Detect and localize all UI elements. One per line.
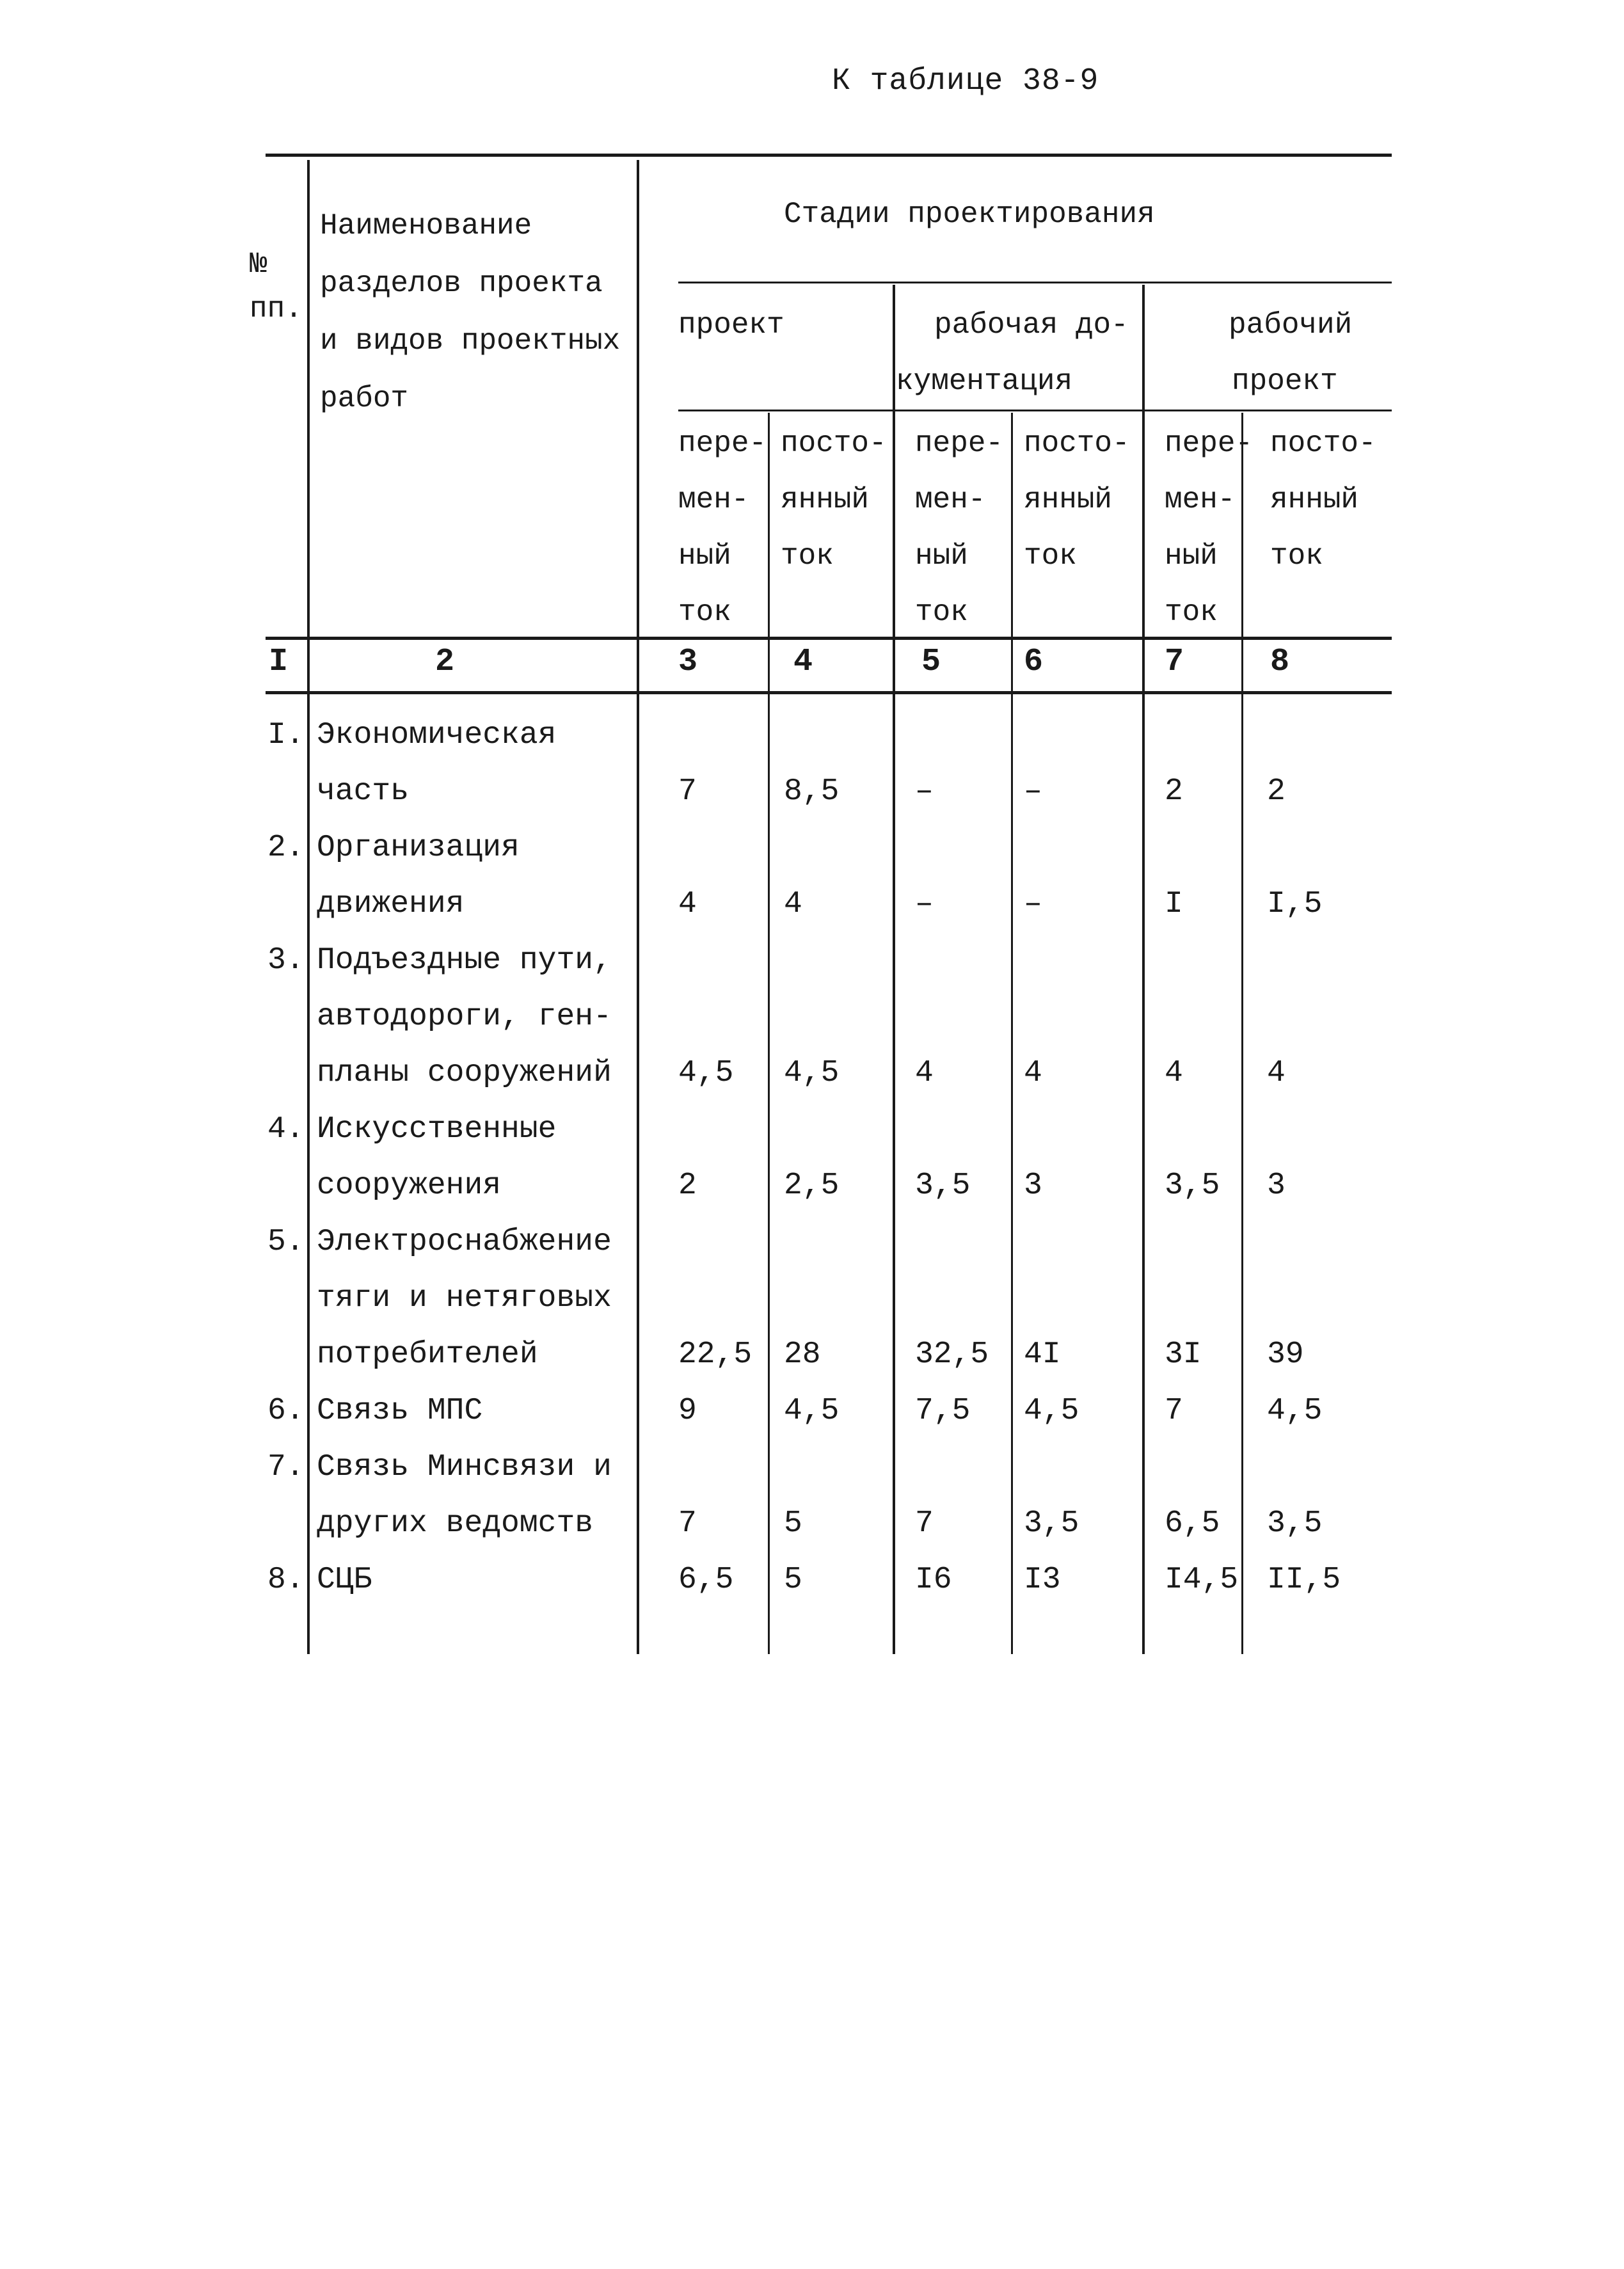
row-value: 2,5 bbox=[784, 1168, 840, 1203]
row-value: 4,5 bbox=[1024, 1394, 1079, 1428]
row-number: 2. bbox=[267, 831, 305, 865]
header-ac-current: ток bbox=[1165, 596, 1218, 629]
row-name: сооружения bbox=[317, 1168, 502, 1203]
row-name: тяги и нетяговых bbox=[317, 1281, 612, 1316]
table-top-rule bbox=[266, 154, 1392, 157]
row-value: 28 bbox=[784, 1337, 821, 1372]
stage-subdivider-rule bbox=[678, 410, 1392, 411]
header-dc-current: посто- bbox=[1270, 427, 1376, 460]
row-name: других ведомств bbox=[317, 1506, 594, 1541]
table-caption: К таблице 38-9 bbox=[832, 64, 1099, 99]
header-stage-label: проект bbox=[678, 308, 784, 342]
rule-after-name-col bbox=[637, 160, 639, 1654]
row-number: 3. bbox=[267, 943, 305, 978]
header-dc-current: ток bbox=[781, 539, 834, 573]
row-name: часть bbox=[317, 774, 410, 809]
row-name: Экономическая bbox=[317, 718, 557, 752]
row-value: I3 bbox=[1024, 1563, 1061, 1597]
header-stage-label: рабочий bbox=[1229, 308, 1353, 342]
row-value: 39 bbox=[1267, 1337, 1304, 1372]
row-value: 3,5 bbox=[1267, 1506, 1323, 1541]
row-value: 7 bbox=[915, 1506, 934, 1541]
row-value: 4 bbox=[1165, 1056, 1183, 1090]
row-name: потребителей bbox=[317, 1337, 538, 1372]
rule-col-5 bbox=[893, 285, 895, 1654]
header-name-label: разделов проекта bbox=[320, 267, 603, 300]
column-number: 7 bbox=[1165, 644, 1184, 680]
row-value: 22,5 bbox=[678, 1337, 752, 1372]
row-value: 7 bbox=[678, 774, 697, 809]
row-name: Связь МПС bbox=[317, 1394, 483, 1428]
row-number: I. bbox=[267, 718, 305, 752]
header-name-label: Наименование bbox=[320, 209, 532, 243]
row-value: 4 bbox=[1024, 1056, 1042, 1090]
row-value: I6 bbox=[915, 1563, 952, 1597]
row-value: 3 bbox=[1267, 1168, 1286, 1203]
header-number-label: пп. bbox=[250, 292, 303, 326]
column-number: 6 bbox=[1024, 644, 1044, 680]
row-value: 4,5 bbox=[784, 1056, 840, 1090]
header-ac-current: пере- bbox=[678, 427, 767, 460]
row-value: 4,5 bbox=[678, 1056, 734, 1090]
header-ac-current: ный bbox=[915, 539, 968, 573]
header-dc-current: янный bbox=[1270, 483, 1359, 516]
header-ac-current: мен- bbox=[915, 483, 986, 516]
header-stage-label: проект bbox=[1232, 365, 1338, 398]
row-name: Искусственные bbox=[317, 1112, 557, 1147]
header-ac-current: мен- bbox=[678, 483, 749, 516]
row-value: 4,5 bbox=[1267, 1394, 1323, 1428]
header-stage-label: рабочая до- bbox=[934, 308, 1129, 342]
header-ac-current: мен- bbox=[1165, 483, 1236, 516]
header-dc-current: посто- bbox=[1024, 427, 1130, 460]
row-value: 8,5 bbox=[784, 774, 840, 809]
row-value: 3 bbox=[1024, 1168, 1042, 1203]
header-ac-current: ный bbox=[678, 539, 731, 573]
row-value: 7,5 bbox=[915, 1394, 971, 1428]
column-number: 4 bbox=[793, 644, 813, 680]
row-number: 4. bbox=[267, 1112, 305, 1147]
header-ac-current: ток bbox=[678, 596, 731, 629]
rule-col-6 bbox=[1011, 413, 1013, 1654]
header-ac-current: ток bbox=[915, 596, 968, 629]
row-value: 9 bbox=[678, 1394, 697, 1428]
column-numbers-rule bbox=[266, 691, 1392, 694]
header-dc-current: посто- bbox=[781, 427, 887, 460]
row-value: I bbox=[1165, 887, 1183, 921]
row-value: 3,5 bbox=[1024, 1506, 1079, 1541]
header-ac-current: пере- bbox=[1165, 427, 1254, 460]
rule-after-number-col bbox=[307, 160, 310, 1654]
header-stages-title: Стадии проектирования bbox=[784, 198, 1155, 231]
header-stage-label: кументация bbox=[896, 365, 1073, 398]
row-number: 8. bbox=[267, 1563, 305, 1597]
stages-divider-rule bbox=[678, 282, 1392, 283]
row-value: 3,5 bbox=[1165, 1168, 1220, 1203]
header-dc-current: ток bbox=[1024, 539, 1077, 573]
row-value: 2 bbox=[1165, 774, 1183, 809]
row-value: 7 bbox=[1165, 1394, 1183, 1428]
row-name: Электроснабжение bbox=[317, 1225, 612, 1259]
header-bottom-rule bbox=[266, 637, 1392, 640]
rule-col-8 bbox=[1241, 413, 1243, 1654]
row-value: 4 bbox=[1267, 1056, 1286, 1090]
row-value: II,5 bbox=[1267, 1563, 1341, 1597]
row-value: – bbox=[915, 774, 934, 809]
row-value: I4,5 bbox=[1165, 1563, 1239, 1597]
column-number: 8 bbox=[1270, 644, 1290, 680]
row-number: 6. bbox=[267, 1394, 305, 1428]
row-value: 6,5 bbox=[678, 1563, 734, 1597]
row-value: 4 bbox=[678, 887, 697, 921]
row-name: Подъездные пути, bbox=[317, 943, 612, 978]
row-name: планы сооружений bbox=[317, 1056, 612, 1090]
row-value: 4 bbox=[915, 1056, 934, 1090]
row-value: 3,5 bbox=[915, 1168, 971, 1203]
rule-col-4 bbox=[768, 413, 770, 1654]
header-ac-current: ный bbox=[1165, 539, 1218, 573]
row-name: Связь Минсвязи и bbox=[317, 1450, 612, 1485]
header-dc-current: ток bbox=[1270, 539, 1323, 573]
column-number: 2 bbox=[435, 644, 455, 680]
column-number: 3 bbox=[678, 644, 698, 680]
row-value: 6,5 bbox=[1165, 1506, 1220, 1541]
row-value: – bbox=[1024, 887, 1042, 921]
header-ac-current: пере- bbox=[915, 427, 1004, 460]
column-number: 5 bbox=[921, 644, 941, 680]
row-value: 2 bbox=[678, 1168, 697, 1203]
header-dc-current: янный bbox=[781, 483, 870, 516]
row-name: автодороги, ген- bbox=[317, 999, 612, 1034]
row-value: 2 bbox=[1267, 774, 1286, 809]
row-number: 5. bbox=[267, 1225, 305, 1259]
rule-col-7 bbox=[1142, 285, 1145, 1654]
row-value: 4I bbox=[1024, 1337, 1061, 1372]
row-value: 5 bbox=[784, 1506, 802, 1541]
row-value: 4,5 bbox=[784, 1394, 840, 1428]
row-value: 7 bbox=[678, 1506, 697, 1541]
row-value: 5 bbox=[784, 1563, 802, 1597]
row-number: 7. bbox=[267, 1450, 305, 1485]
row-name: движения bbox=[317, 887, 465, 921]
header-dc-current: янный bbox=[1024, 483, 1113, 516]
row-value: – bbox=[1024, 774, 1042, 809]
row-name: Организация bbox=[317, 831, 520, 865]
row-value: 4 bbox=[784, 887, 802, 921]
row-value: I,5 bbox=[1267, 887, 1323, 921]
header-number-label: № bbox=[250, 248, 267, 281]
header-name-label: и видов проектных bbox=[320, 324, 621, 358]
header-name-label: работ bbox=[320, 382, 409, 415]
row-name: СЦБ bbox=[317, 1563, 372, 1597]
row-value: 32,5 bbox=[915, 1337, 989, 1372]
row-value: – bbox=[915, 887, 934, 921]
column-number: I bbox=[269, 644, 289, 680]
row-value: 3I bbox=[1165, 1337, 1202, 1372]
